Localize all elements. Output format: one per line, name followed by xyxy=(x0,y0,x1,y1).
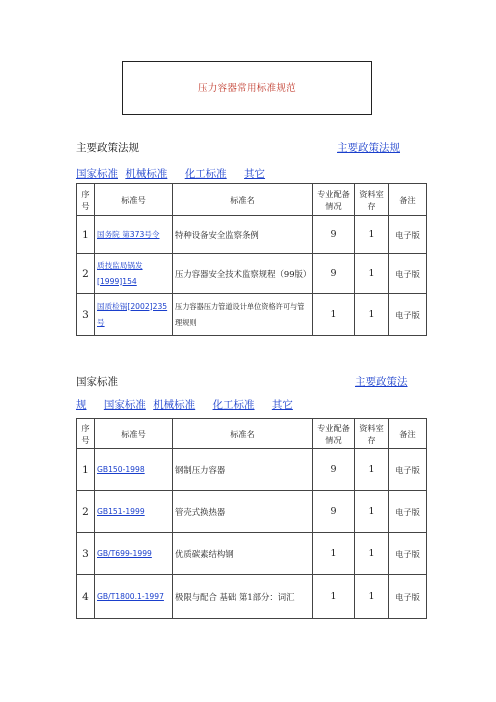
nav-link-machinery-standards[interactable]: 机械标准 xyxy=(125,168,168,180)
note: 电子版 xyxy=(389,254,427,294)
standard-name: 特种设备安全监察条例 xyxy=(173,216,313,254)
standard-name: 钢制压力容器 xyxy=(173,449,313,491)
col-header-seq: 序号 xyxy=(77,419,95,449)
note: 电子版 xyxy=(389,294,427,336)
col-header-lib: 资料室存 xyxy=(355,419,389,449)
lib-count: 1 xyxy=(355,294,389,336)
standard-code-link[interactable]: GB/T699-1999 xyxy=(97,548,152,558)
row-seq: 1 xyxy=(77,449,95,491)
nav-link-chemical-standards-2[interactable]: 化工标准 xyxy=(212,399,255,411)
col-header-note: 备注 xyxy=(389,419,427,449)
lib-count: 1 xyxy=(355,449,389,491)
nav-links-2 xyxy=(76,397,307,412)
table-row xyxy=(77,533,427,575)
standard-code-link[interactable]: GB151-1999 xyxy=(97,506,145,516)
col-header-code: 标准号 xyxy=(95,419,173,449)
standard-name: 管壳式换热器 xyxy=(173,491,313,533)
link-main-policy-2[interactable]: 主要政策法 xyxy=(355,376,408,388)
standard-name: 压力容器安全技术监察规程（99版） xyxy=(173,254,313,294)
table-header-row xyxy=(77,184,427,216)
table-row xyxy=(77,216,427,254)
lib-count: 1 xyxy=(355,491,389,533)
link-main-policy[interactable]: 主要政策法规 xyxy=(337,142,400,154)
row-seq: 4 xyxy=(77,575,95,619)
section-heading-policy: 主要政策法规 xyxy=(76,142,139,154)
standard-code-link[interactable]: GB150-1998 xyxy=(97,464,145,474)
table-row xyxy=(77,575,427,619)
col-header-prof: 专业配备情况 xyxy=(313,419,355,449)
table-row xyxy=(77,449,427,491)
row-seq: 2 xyxy=(77,254,95,294)
note: 电子版 xyxy=(389,449,427,491)
note: 电子版 xyxy=(389,575,427,619)
national-standards-table xyxy=(76,418,427,619)
col-header-lib: 资料室存 xyxy=(355,184,389,216)
standard-code-link[interactable]: GB/T1800.1-1997 xyxy=(97,591,164,601)
policy-table xyxy=(76,183,427,336)
table-row xyxy=(77,294,427,336)
standard-code-link[interactable]: 国务院 第373号令 xyxy=(97,229,160,239)
prof-count: 1 xyxy=(313,294,355,336)
col-header-name: 标准名 xyxy=(173,184,313,216)
row-seq: 2 xyxy=(77,491,95,533)
col-header-prof: 专业配备情况 xyxy=(313,184,355,216)
table-row xyxy=(77,491,427,533)
standard-name: 极限与配合 基础 第1部分：词汇 xyxy=(173,575,313,619)
nav-link-chemical-standards[interactable]: 化工标准 xyxy=(184,168,227,180)
col-header-code: 标准号 xyxy=(95,184,173,216)
col-header-note: 备注 xyxy=(389,184,427,216)
document-title: 压力容器常用标准规范 xyxy=(197,83,296,94)
standard-name: 压力容器压力管道设计单位资格许可与管理规则 xyxy=(173,294,313,336)
standard-code-link[interactable]: 国质检锅[2002]235号 xyxy=(97,301,168,327)
nav-link-national-standards-2[interactable]: 国家标准 xyxy=(103,399,146,411)
row-seq: 3 xyxy=(77,294,95,336)
prof-count: 9 xyxy=(313,254,355,294)
table-header-row xyxy=(77,419,427,449)
nav-link-regulations[interactable]: 规 xyxy=(76,399,87,411)
prof-count: 1 xyxy=(313,575,355,619)
document-title-box xyxy=(122,61,372,115)
nav-link-other[interactable]: 其它 xyxy=(244,168,266,180)
prof-count: 1 xyxy=(313,533,355,575)
prof-count: 9 xyxy=(313,491,355,533)
note: 电子版 xyxy=(389,491,427,533)
col-header-seq: 序号 xyxy=(77,184,95,216)
nav-link-other-2[interactable]: 其它 xyxy=(271,399,293,411)
note: 电子版 xyxy=(389,216,427,254)
note: 电子版 xyxy=(389,533,427,575)
lib-count: 1 xyxy=(355,533,389,575)
nav-links-1 xyxy=(76,166,279,181)
table-row xyxy=(77,254,427,294)
standard-code-link[interactable]: 质技监局锅发[1999]154 xyxy=(97,260,143,286)
lib-count: 1 xyxy=(355,216,389,254)
prof-count: 9 xyxy=(313,216,355,254)
col-header-name: 标准名 xyxy=(173,419,313,449)
prof-count: 9 xyxy=(313,449,355,491)
nav-link-machinery-standards-2[interactable]: 机械标准 xyxy=(153,399,196,411)
row-seq: 1 xyxy=(77,216,95,254)
standard-name: 优质碳素结构钢 xyxy=(173,533,313,575)
nav-link-national-standards[interactable]: 国家标准 xyxy=(76,168,118,180)
lib-count: 1 xyxy=(355,575,389,619)
row-seq: 3 xyxy=(77,533,95,575)
lib-count: 1 xyxy=(355,254,389,294)
section-heading-national: 国家标准 xyxy=(76,376,118,388)
